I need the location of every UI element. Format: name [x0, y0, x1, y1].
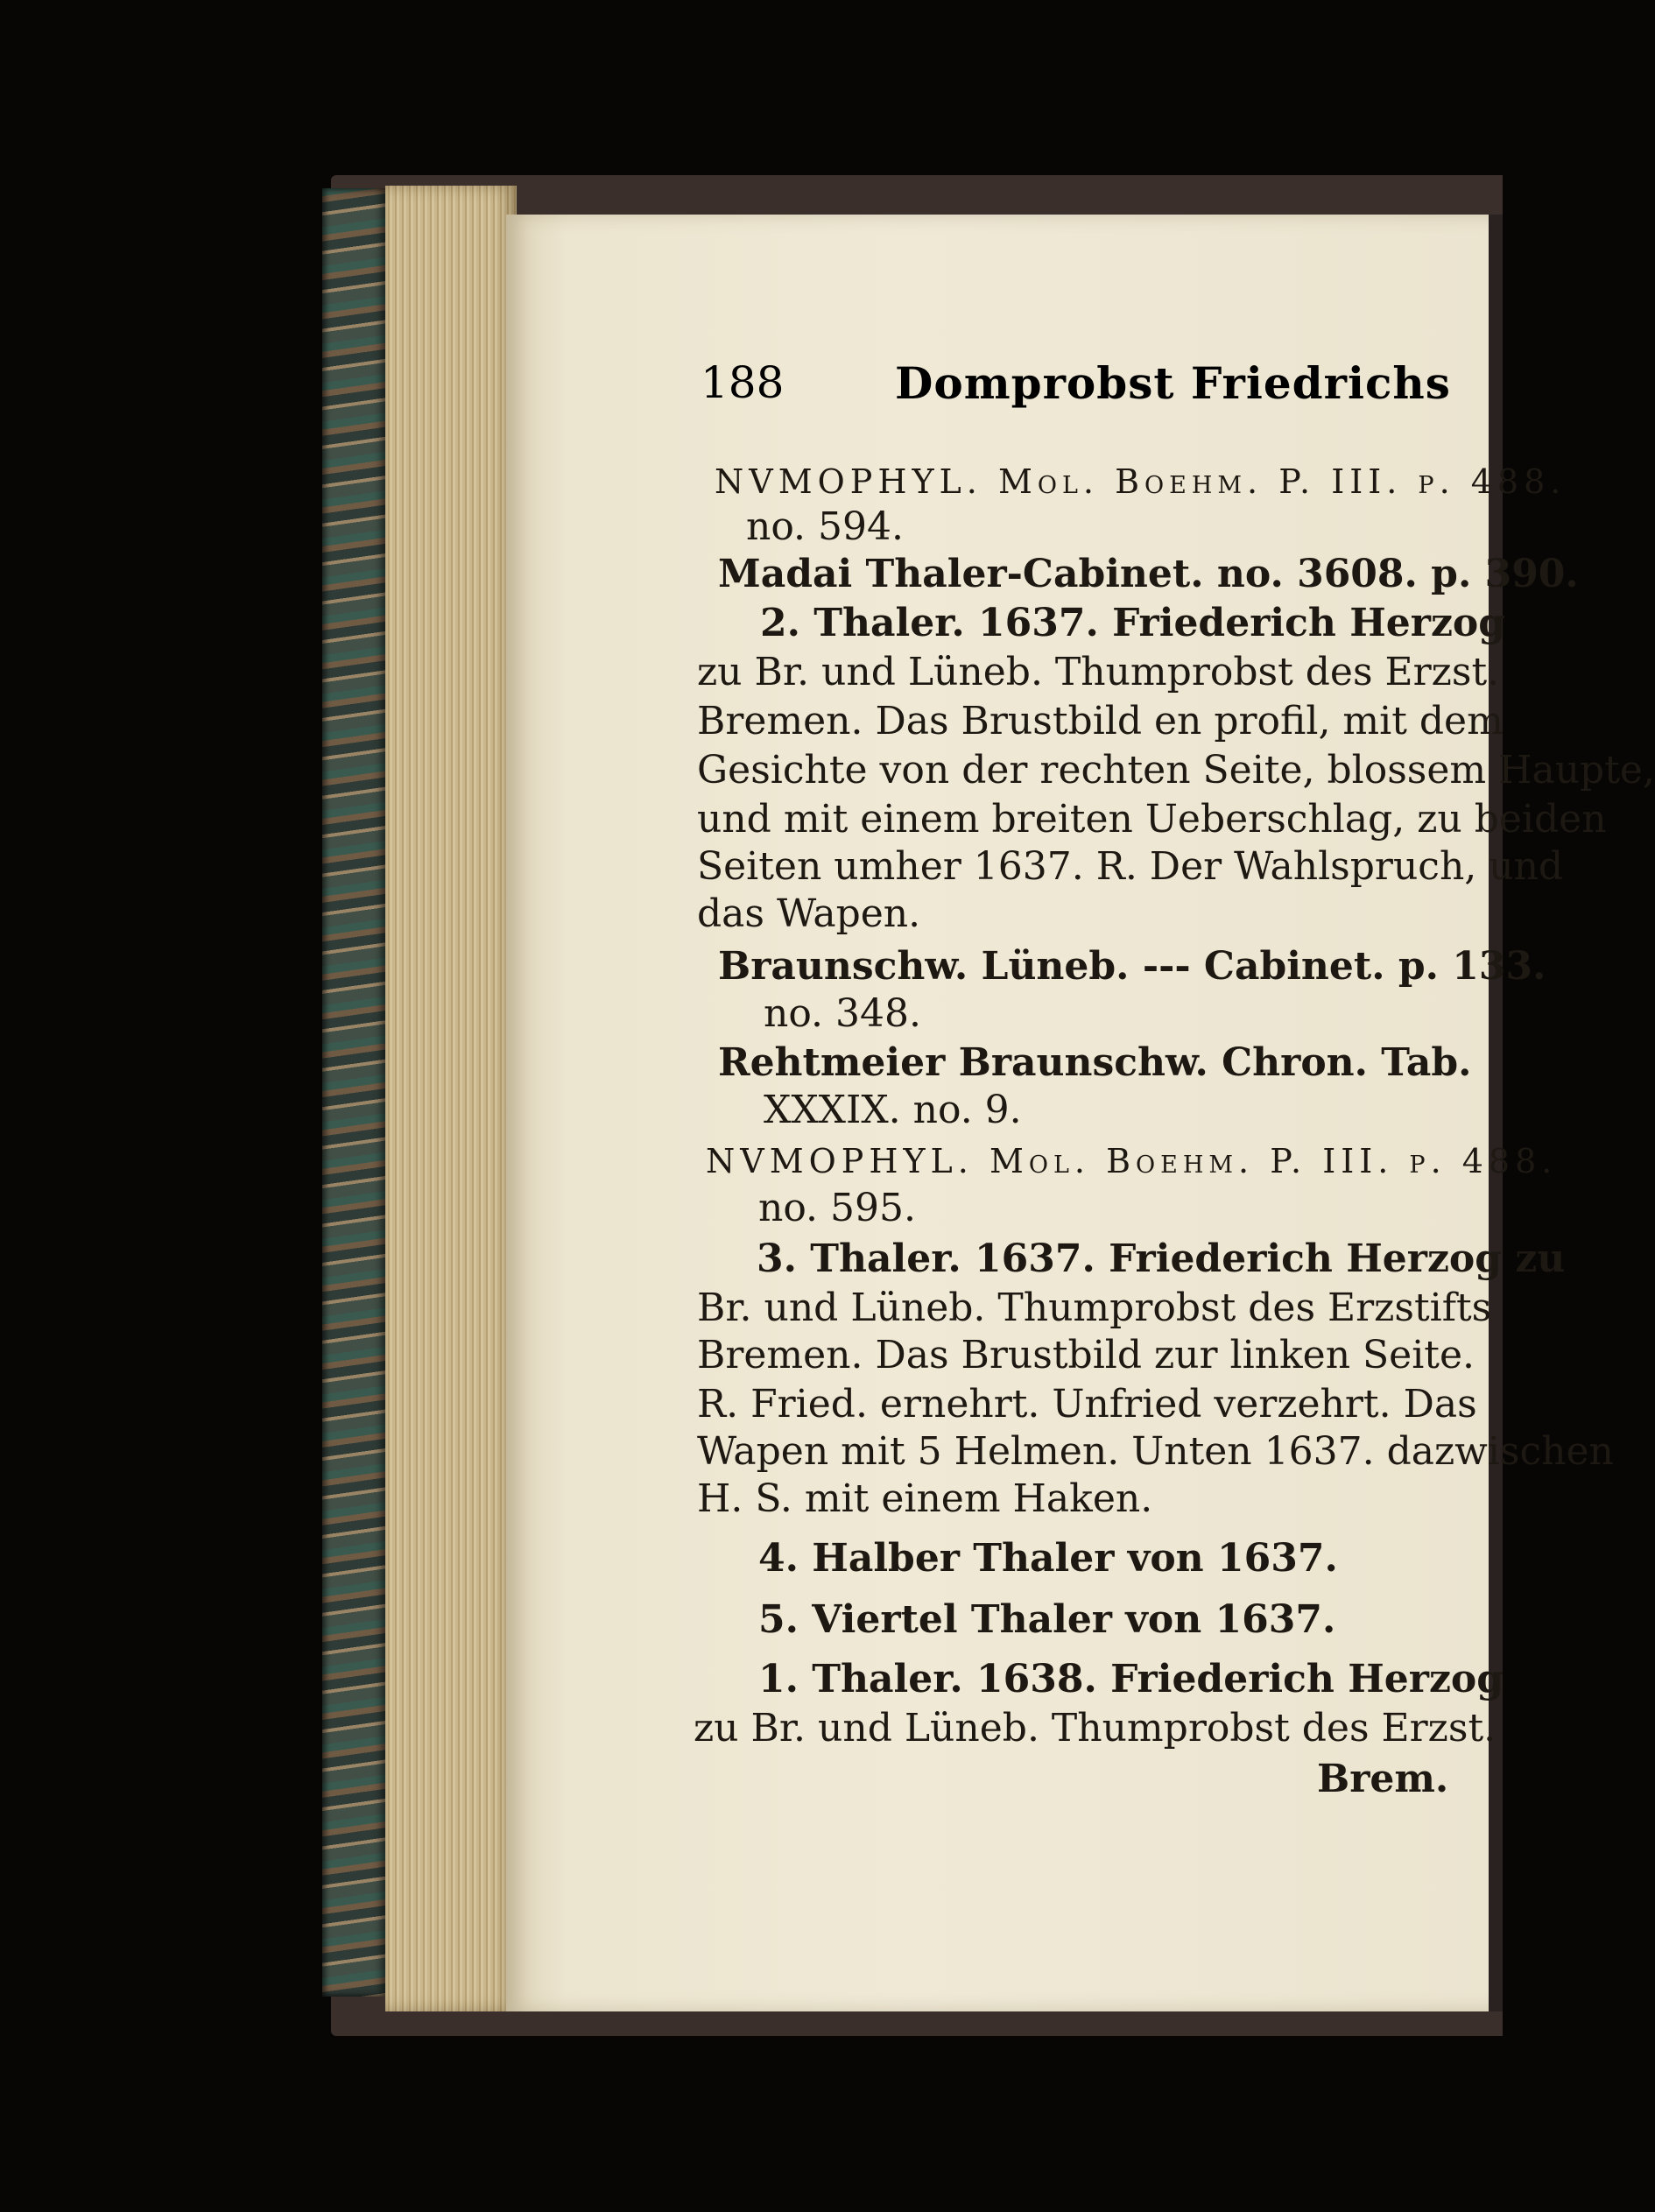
text-line: 4. Halber Thaler von 1637. — [758, 1536, 1338, 1581]
text-line: 1. Thaler. 1638. Friederich Herzog — [758, 1657, 1504, 1701]
marbled-cover-edge — [322, 188, 387, 1997]
text-line: das Wapen. — [697, 891, 921, 936]
text-line: Br. und Lüneb. Thumprobst des Erzstifts — [697, 1286, 1492, 1330]
text-line: 3. Thaler. 1637. Friederich Herzog zu — [757, 1236, 1566, 1281]
text-line: Seiten umher 1637. R. Der Wahlspruch, und — [697, 844, 1564, 889]
text-line: Gesichte von der rechten Seite, blossem Haupte, — [697, 748, 1655, 793]
text-line: NVMOPHYL. Mol. Boehm. P. III. p. 488. — [706, 1142, 1558, 1180]
page-edges — [385, 186, 517, 2011]
text-line: no. 348. — [764, 991, 921, 1036]
text-line: Rehtmeier Braunschw. Chron. Tab. — [718, 1040, 1472, 1085]
text-line: Braunschw. Lüneb. --- Cabinet. p. 133. — [718, 944, 1546, 989]
catchword: Brem. — [1317, 1757, 1449, 1801]
text-line: H. S. mit einem Haken. — [697, 1476, 1153, 1521]
text-line: 5. Viertel Thaler von 1637. — [758, 1597, 1336, 1642]
text-line: Bremen. Das Brustbild en profil, mit dem — [697, 699, 1504, 743]
text-line: R. Fried. ernehrt. Unfried verzehrt. Das — [697, 1382, 1477, 1427]
text-line: no. 595. — [758, 1186, 916, 1230]
text-line: NVMOPHYL. Mol. Boehm. P. III. p. 488. — [715, 462, 1567, 501]
text-line: zu Br. und Lüneb. Thumprobst des Erzst. — [697, 650, 1500, 694]
text-line: XXXIX. no. 9. — [764, 1088, 1022, 1132]
page-header — [701, 357, 1454, 410]
text-line: Madai Thaler-Cabinet. no. 3608. p. 390. — [718, 552, 1579, 596]
running-title: Domprobst Friedrichs — [895, 357, 1451, 409]
text-line: Wapen mit 5 Helmen. Unten 1637. dazwischen — [697, 1429, 1614, 1474]
text-line: 2. Thaler. 1637. Friederich Herzog — [760, 601, 1506, 645]
text-line: zu Br. und Lüneb. Thumprobst des Erzst. — [694, 1706, 1497, 1751]
text-line: Bremen. Das Brustbild zur linken Seite. — [697, 1333, 1475, 1377]
text-line: no. 594. — [746, 504, 904, 549]
page-number: 188 — [701, 357, 785, 408]
text-line: und mit einem breiten Ueberschlag, zu beiden — [697, 797, 1607, 842]
